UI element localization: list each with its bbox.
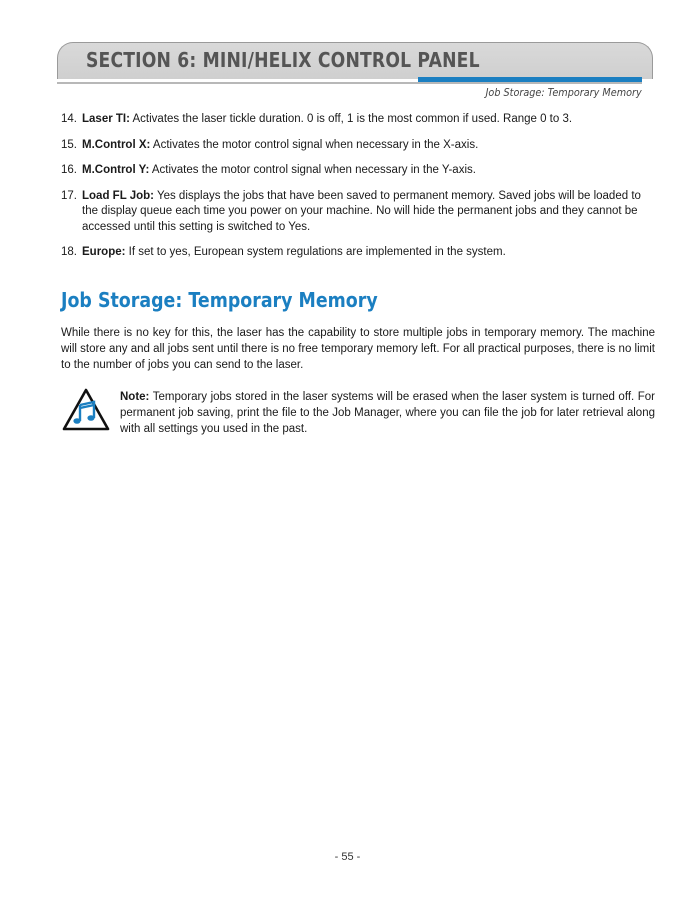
list-item-text: Yes displays the jobs that have been saved to permanent memory. Saved jobs will be loaded to the display queue each time you power on your machine. No will hide the permanent jobs and they cannot be accessed until this setting is switched to Yes. xyxy=(82,189,641,233)
section-heading: Job Storage: Temporary Memory xyxy=(61,288,378,312)
header-accent-bar xyxy=(418,77,642,82)
note-body: Temporary jobs stored in the laser systems will be erased when the laser system is turned off. For permanent job saving, print the file to the Job Manager, where you can file the job for later retrieval along with all settings you used in the past. xyxy=(120,391,655,435)
list-item-number: 17. xyxy=(61,189,77,202)
list-item-number: 18. xyxy=(61,246,77,258)
list-item xyxy=(61,112,655,128)
list-item-number: 15. xyxy=(61,138,77,151)
music-note-warning-icon xyxy=(61,387,111,433)
note-text xyxy=(120,390,655,437)
list-item xyxy=(61,163,655,179)
list-item xyxy=(61,138,655,154)
section-paragraph: While there is no key for this, the laser has the capability to store multiple jobs in temporary memory. The machine will store any and all jobs sent until there is no free temporary memory left. For all practical purposes, there is no limit to the number of jobs you can send to the laser. xyxy=(61,327,655,371)
list-item-term: Load FL Job: xyxy=(82,189,154,202)
list-item-term: M.Control Y: xyxy=(82,164,150,176)
list-item-text: If set to yes, European system regulations are implemented in the system. xyxy=(125,246,506,258)
list-item-text: Activates the motor control signal when necessary in the X-axis. xyxy=(150,138,479,151)
note-label: Note: xyxy=(120,391,150,403)
settings-list xyxy=(61,112,655,261)
list-item xyxy=(61,189,655,236)
section-title: SECTION 6: MINI/HELIX CONTROL PANEL xyxy=(86,48,480,72)
list-item-number: 16. xyxy=(61,164,77,176)
list-item xyxy=(61,245,655,261)
list-item-term: Europe: xyxy=(82,246,126,258)
settings-list-container xyxy=(61,112,655,271)
running-head: Job Storage: Temporary Memory xyxy=(485,87,642,99)
list-item-text: Activates the motor control signal when necessary in the Y-axis. xyxy=(149,164,476,176)
list-item-term: Laser TI: xyxy=(82,113,130,125)
list-item-text: Activates the laser tickle duration. 0 is off, 1 is the most common if used. Range 0 to 3. xyxy=(129,113,573,125)
list-item-number: 14. xyxy=(61,113,77,125)
header-rule xyxy=(57,82,642,84)
page-number: - 55 - xyxy=(334,851,361,863)
list-item-term: M.Control X: xyxy=(82,138,151,151)
